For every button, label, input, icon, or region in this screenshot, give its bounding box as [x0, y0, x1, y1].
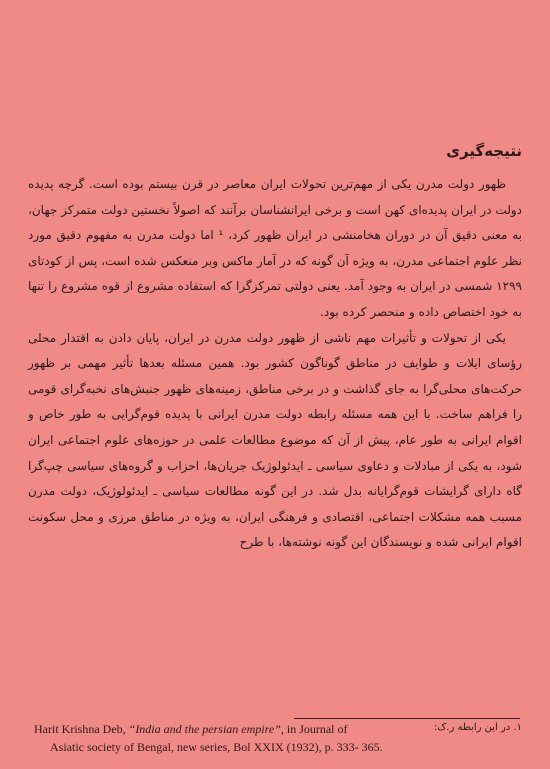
footnote-divider — [294, 718, 520, 719]
footnote-citation-line-1 — [34, 722, 434, 737]
paragraph-2: یکی از تحولات و تأثیرات مهم ناشی از ظهور دولت مدرن در ایران، پایان دادن به اقتدار محلی رؤسای ایلات و طوایف در مناطق گوناگون کشور بود. همین مسئله بعدها تأثیر مهمی بر ظهور حرکت‌های محلی‌گرا به جای گذاشت و در برخی مناطق، زمینه‌های ظهور جنبش‌های نخبه‌گرای قومی را فراهم ساخت. با این همه مسئله رابطه دولت مدرن ایرانی با پدیده قوم‌گرایی به طور خاص و اقوام ایرانی به طور عام، پیش از آن که موضوع مطالعات علمی در حوزه‌های علوم اجتماعی ایران شود، به یکی از مبادلات و دعاوی سیاسی ـ ایدئولوژیک جریان‌ها، احزاب و گروه‌های سیاسی چپ‌گرا گاه دارای گرایشات قوم‌گرایانه بدل شد. در این گونه مطالعات سیاسی ـ ایدئولوژیک، دولت مدرن مسبب همه مشکلات اجتماعی، اقتصادی و فرهنگی ایران، به ویژه در مناطق مرزی و محل سکونت اقوام ایرانی شده و نویسندگان این گونه نوشته‌ها، با طرح — [28, 330, 522, 550]
footnote-title: “India and the persian empire”, — [128, 722, 284, 736]
section-heading: نتیجه‌گیری — [446, 142, 522, 160]
body-text — [28, 172, 522, 556]
footnote-author: Harit Krishna Deb, — [34, 722, 126, 736]
paragraph-1: ظهور دولت مدرن یکی از مهم‌ترین تحولات ایران معاصر در قرن بیستم بوده است. گرچه پدیده دولت در ایران پدیده‌ای کهن است و برخی ایرانشناسان برآنند که اصولاً نخستین دولت متمرکز جهان، به معنی دقیق آن در دوران هخامنشی در ایران ظهور کرد، ¹ اما دولت مدرن به مفهوم دقیق مورد نظر علوم اجتماعی مدرن، به ویژه آن گونه که در آمار ماکس وبر منعکس شده است، پس از کودتای ۱۲۹۹ شمسی در ایران به وجود آمد. یعنی دولتی تمرکزگرا که استفاده مشروع از قوه مشروع را تنها به خود اختصاص داده و منحصر کرده بود. — [28, 177, 522, 319]
footnote-journal-prefix: in Journal of — [286, 722, 348, 736]
footnote-citation-line-2: Asiatic society of Bengal, new series, Bol XXIX (1932), p. 333- 365. — [50, 740, 383, 754]
footnote-marker: ۱. در این رابطه ر.ک: — [433, 722, 522, 733]
